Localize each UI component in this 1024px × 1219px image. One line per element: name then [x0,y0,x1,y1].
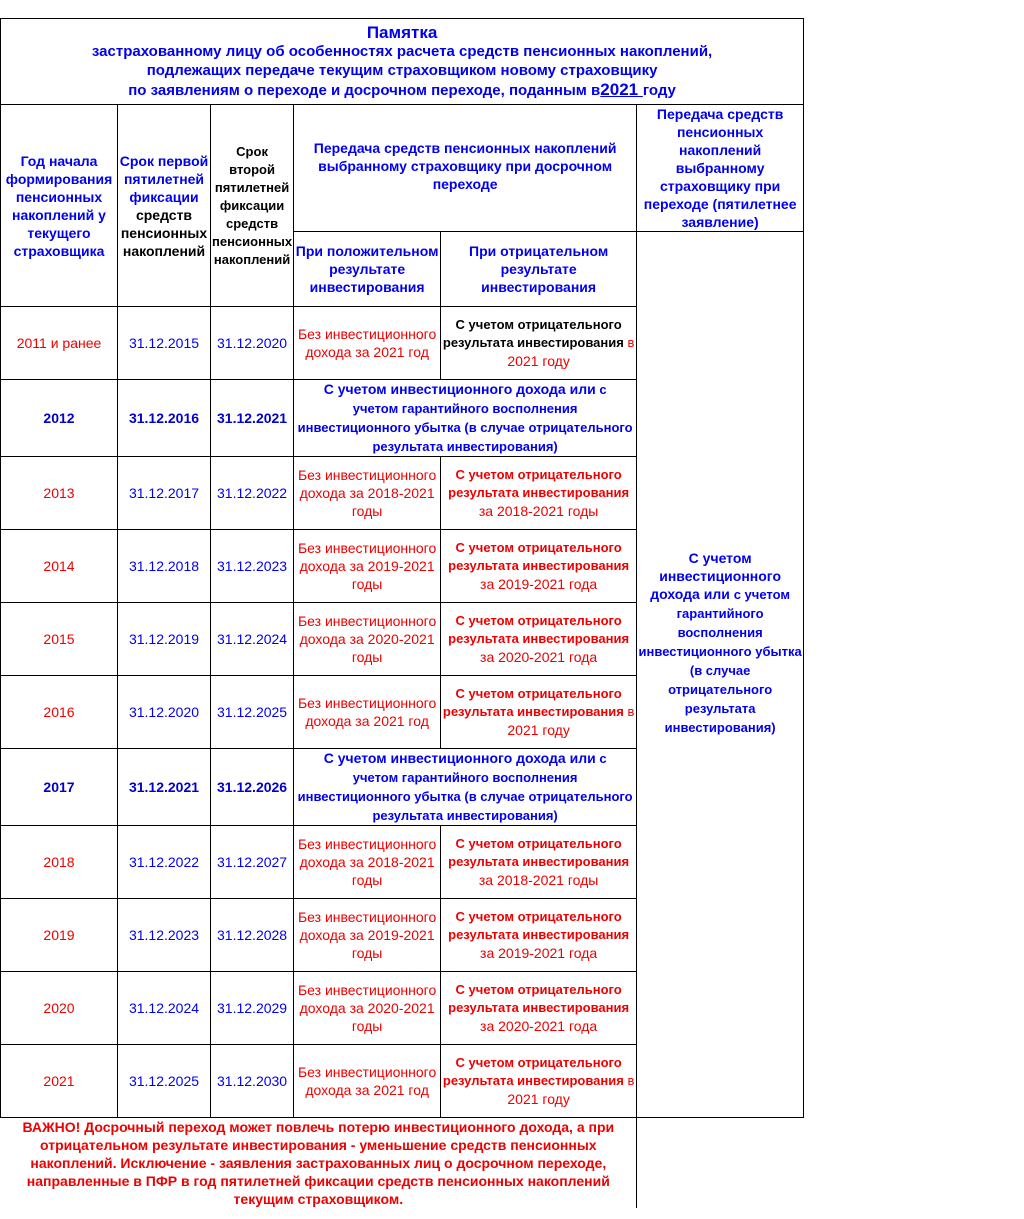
row-year: 2016 [1,676,118,749]
row-second-fixation: 31.12.2026 [211,749,294,826]
row-second-fixation: 31.12.2024 [211,603,294,676]
row-negative: С учетом отрицательного результата инвестирования в 2021 году [441,1045,637,1118]
row-first-fixation: 31.12.2021 [118,749,211,826]
row-first-fixation: 31.12.2015 [118,307,211,380]
row-positive: Без инвестиционного дохода за 2020-2021 годы [294,603,441,676]
row-negative: С учетом отрицательного результата инвестирования за 2018-2021 годы [441,826,637,899]
row-negative: С учетом отрицательного результата инвестирования за 2018-2021 годы [441,457,637,530]
header-negative-result: При отрицательном результате инвестирования [441,232,637,307]
row-positive: Без инвестиционного дохода за 2018-2021 годы [294,826,441,899]
row-positive: Без инвестиционного дохода за 2021 год [294,676,441,749]
row-merged-value: С учетом инвестиционного дохода или с учетом гарантийного восполнения инвестиционного убытка (в случае отрицательного результата инвестирования) [294,380,637,457]
row-year: 2014 [1,530,118,603]
title-year: 2021 [600,80,643,99]
header-first-fixation: Срок первой пятилетней фиксации средств пенсионных накоплений [118,105,211,307]
row-merged-value: С учетом инвестиционного дохода или с учетом гарантийного восполнения инвестиционного убытка (в случае отрицательного результата инвестирования) [294,749,637,826]
row-second-fixation: 31.12.2029 [211,972,294,1045]
row-year: 2015 [1,603,118,676]
row-positive: Без инвестиционного дохода за 2019-2021 годы [294,899,441,972]
header-early-transfer: Передача средств пенсионных накоплений выбранному страховщику при досрочном переходе [294,105,637,232]
row-first-fixation: 31.12.2018 [118,530,211,603]
row-negative: С учетом отрицательного результата инвестирования за 2020-2021 года [441,603,637,676]
regular-transfer-value: С учетом инвестиционного дохода или с учетом гарантийного восполнения инвестиционного убытка (в случае отрицательного результата инвестирования) [637,232,804,1118]
header-positive-result: При положительном результате инвестирования [294,232,441,307]
title-line3: подлежащих передаче текущим страховщиком новому страховщику [146,62,658,79]
row-first-fixation: 31.12.2022 [118,826,211,899]
row-second-fixation: 31.12.2030 [211,1045,294,1118]
row-first-fixation: 31.12.2016 [118,380,211,457]
row-first-fixation: 31.12.2020 [118,676,211,749]
row-first-fixation: 31.12.2017 [118,457,211,530]
title-line1: Памятка [366,23,438,42]
row-second-fixation: 31.12.2023 [211,530,294,603]
row-negative: С учетом отрицательного результата инвестирования в 2021 году [441,307,637,380]
row-year: 2012 [1,380,118,457]
row-positive: Без инвестиционного дохода за 2019-2021 годы [294,530,441,603]
row-year: 2018 [1,826,118,899]
row-first-fixation: 31.12.2023 [118,899,211,972]
row-first-fixation: 31.12.2024 [118,972,211,1045]
row-negative: С учетом отрицательного результата инвестирования в 2021 году [441,676,637,749]
row-first-fixation: 31.12.2025 [118,1045,211,1118]
row-second-fixation: 31.12.2028 [211,899,294,972]
header-start-year: Год начала формирования пенсионных накоплений у текущего страховщика [1,105,118,307]
row-first-fixation: 31.12.2019 [118,603,211,676]
memo-title [1,19,804,105]
title-line4: по заявлениям о переходе и досрочном переходе, поданным в2021 году [128,80,676,99]
row-positive: Без инвестиционного дохода за 2021 год [294,307,441,380]
row-positive: Без инвестиционного дохода за 2021 год [294,1045,441,1118]
row-year: 2020 [1,972,118,1045]
row-year: 2017 [1,749,118,826]
row-second-fixation: 31.12.2022 [211,457,294,530]
row-year: 2013 [1,457,118,530]
row-second-fixation: 31.12.2020 [211,307,294,380]
row-year: 2019 [1,899,118,972]
row-positive: Без инвестиционного дохода за 2018-2021 годы [294,457,441,530]
row-positive: Без инвестиционного дохода за 2020-2021 годы [294,972,441,1045]
row-negative: С учетом отрицательного результата инвестирования за 2019-2021 года [441,530,637,603]
header-second-fixation: Срок второй пятилетней фиксации средств пенсионных накоплений [211,105,294,307]
important-note: ВАЖНО! Досрочный переход может повлечь потерю инвестиционного дохода, а при отрицательном результате инвестирования - уменьшение средств пенсионных накоплений. Исключение - заявления застрахованных лиц о досрочном переходе, направленные в ПФР в год пятилетней фиксации средств пенсионных накоплений текущим страховщиком. [1,1118,637,1209]
row-second-fixation: 31.12.2027 [211,826,294,899]
row-second-fixation: 31.12.2025 [211,676,294,749]
row-second-fixation: 31.12.2021 [211,380,294,457]
row-year: 2021 [1,1045,118,1118]
row-negative: С учетом отрицательного результата инвестирования за 2019-2021 года [441,899,637,972]
pension-memo-table [0,18,804,1208]
row-negative: С учетом отрицательного результата инвестирования за 2020-2021 года [441,972,637,1045]
title-line2: застрахованному лицу об особенностях расчета средств пенсионных накоплений, [91,43,713,60]
row-year: 2011 и ранее [1,307,118,380]
header-regular-transfer: Передача средств пенсионных накоплений выбранному страховщику при переходе (пятилетнее заявление) [637,105,804,232]
